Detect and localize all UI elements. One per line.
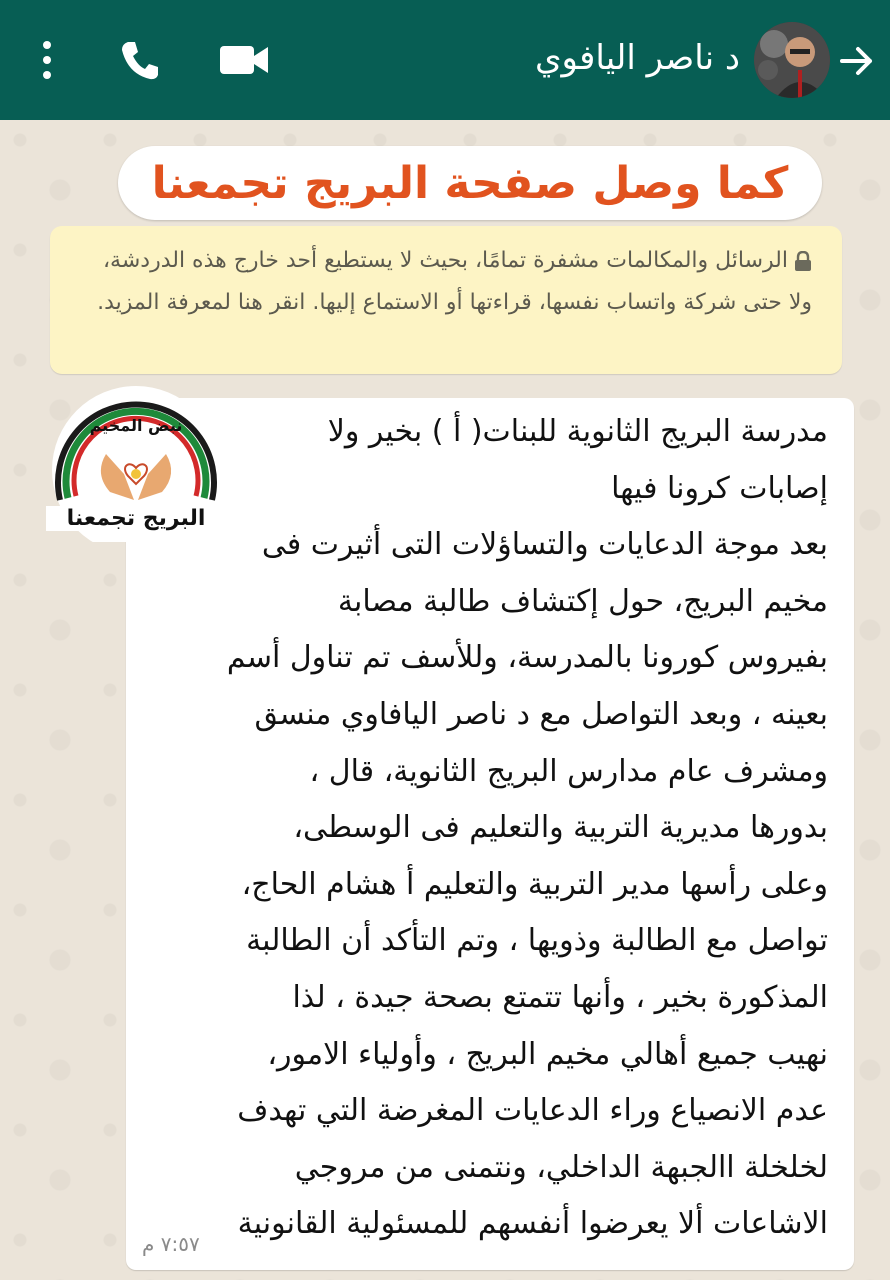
lock-icon	[794, 251, 812, 271]
logo-top-text: نبض المخيم	[89, 416, 183, 435]
overlay-title: كما وصل صفحة البريج تجمعنا	[151, 157, 789, 209]
video-call-icon[interactable]	[218, 42, 270, 78]
more-options-icon[interactable]	[36, 38, 58, 82]
encryption-notice-text: الرسائل والمكالمات مشفرة تمامًا، بحيث لا يستطيع أحد خارج هذه الدردشة، ولا حتى شركة واتساب نفسها، قراءتها أو الاستماع إليها. انقر هنا لمعرفة المزيد.	[97, 248, 812, 315]
back-arrow-icon[interactable]	[838, 42, 876, 80]
contact-avatar[interactable]	[754, 22, 830, 98]
chat-header	[0, 0, 890, 120]
phone-icon[interactable]	[118, 38, 162, 82]
message-timestamp: ٧:٥٧ م	[142, 1232, 200, 1256]
message-bubble[interactable]	[126, 398, 854, 1270]
logo-bottom-text: البريج تجمعنا	[46, 506, 226, 531]
overlay-title-banner	[118, 146, 822, 220]
message-text: مدرسة البريج الثانوية للبنات( أ ) بخير ولا إصابات كرونا فيها بعد موجة الدعايات والتساؤلات التى أثيرت فى مخيم البريج، حول إكتشاف طالبة مصابة بفيروس كورونا بالمدرسة، وللأسف تم تناول أسم بعينه ، وبعد التواصل مع د ناصر اليافاوي منسق ومشرف عام مدارس البريج الثانوية، قال ، بدورها مديرية التربية والتعليم فى الوسطى، وعلى رأسها مدير التربية والتعليم أ هشام الحاج، تواصل مع الطالبة وذويها ، وتم التأكد أن الطالبة المذكورة بخير ، وأنها تتمتع بصحة جيدة ، لذا نهيب جميع أهالي مخيم البريج ، وأولياء الامور، عدم الانصياع وراء الدعايات المغرضة التي تهدف لخلخلة االجبهة الداخلي، ونتمنى من مروجي الاشاعات ألا يعرضوا أنفسهم للمسئولية القانونية	[226, 414, 828, 1242]
encryption-notice[interactable]	[50, 226, 842, 374]
page-logo	[46, 382, 226, 542]
contact-name[interactable]: د ناصر اليافوي	[534, 38, 740, 78]
